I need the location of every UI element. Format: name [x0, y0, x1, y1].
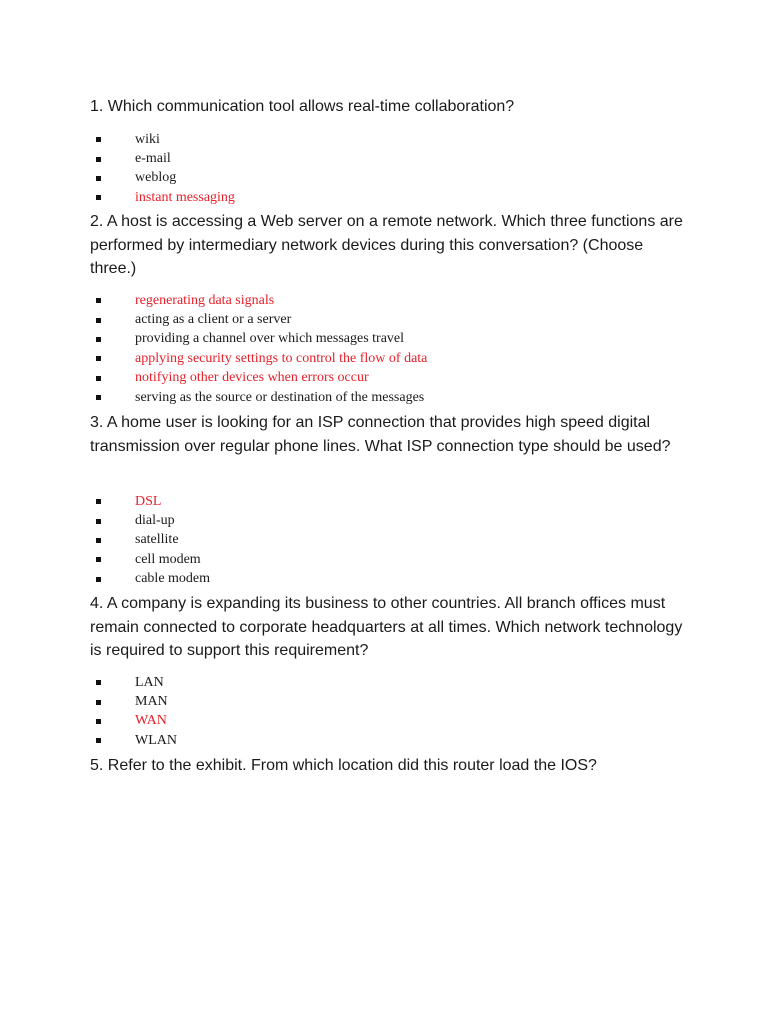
option — [96, 330, 427, 349]
option — [96, 188, 235, 207]
option — [96, 149, 235, 168]
bullet-icon — [96, 680, 101, 685]
option — [96, 673, 177, 692]
option-text: satellite — [135, 532, 179, 548]
option — [96, 369, 427, 388]
bullet-icon — [96, 577, 101, 582]
option-text: dial-up — [135, 513, 175, 529]
bullet-icon — [96, 700, 101, 705]
question-1-options — [96, 130, 235, 208]
question-3-options — [96, 492, 210, 589]
option-text: WLAN — [135, 732, 177, 748]
option-text: notifying other devices when errors occur — [135, 370, 369, 386]
option-text: MAN — [135, 694, 168, 710]
bullet-icon — [96, 538, 101, 543]
bullet-icon — [96, 356, 101, 361]
option-text: wiki — [135, 131, 160, 147]
question-4-options — [96, 673, 177, 751]
question-5: 5. Refer to the exhibit. From which location did this router load the IOS? — [90, 757, 597, 774]
option-text: instant messaging — [135, 189, 235, 205]
option-text: applying security settings to control the flow of data — [135, 350, 428, 366]
bullet-icon — [96, 738, 101, 743]
option — [96, 731, 177, 750]
option — [96, 169, 235, 188]
bullet-icon — [96, 137, 101, 142]
option — [96, 310, 427, 329]
option-text: providing a channel over which messages travel — [135, 331, 405, 347]
bullet-icon — [96, 318, 101, 323]
option-text: DSL — [135, 493, 162, 509]
bullet-icon — [96, 298, 101, 303]
question-1: 1. Which communication tool allows real-time collaboration? — [90, 98, 515, 115]
option-text: weblog — [135, 170, 177, 186]
option — [96, 130, 235, 149]
bullet-icon — [96, 499, 101, 504]
option — [96, 388, 427, 407]
option — [96, 570, 210, 589]
bullet-icon — [96, 337, 101, 342]
question-2-options — [96, 291, 427, 407]
bullet-icon — [96, 395, 101, 400]
option — [96, 511, 210, 530]
question-2: 2. A host is accessing a Web server on a remote network. Which three functions are performed by intermediary network devices during this conversation? (Choose three.) — [90, 213, 683, 277]
bullet-icon — [96, 519, 101, 524]
option — [96, 712, 177, 731]
bullet-icon — [96, 157, 101, 162]
option — [96, 492, 210, 511]
option-text: WAN — [135, 713, 167, 729]
bullet-icon — [96, 195, 101, 200]
option-text: e-mail — [135, 151, 171, 167]
option — [96, 692, 177, 711]
option-text: cell modem — [135, 551, 201, 567]
bullet-icon — [96, 719, 101, 724]
question-4: 4. A company is expanding its business to other countries. All branch offices must remain connected to corporate headquarters at all times. Which network technology is required to support this requirement? — [90, 595, 683, 659]
option-text: LAN — [135, 674, 164, 690]
option — [96, 349, 427, 368]
option-text: cable modem — [135, 571, 211, 587]
question-3: 3. A home user is looking for an ISP connection that provides high speed digital transmission over regular phone lines. What ISP connection type should be used? — [90, 414, 671, 455]
bullet-icon — [96, 176, 101, 181]
option — [96, 531, 210, 550]
option-text: regenerating data signals — [135, 292, 275, 308]
bullet-icon — [96, 557, 101, 562]
option — [96, 291, 427, 310]
option — [96, 550, 210, 569]
option-text: acting as a client or a server — [135, 312, 292, 328]
option-text: serving as the source or destination of the messages — [135, 389, 425, 405]
bullet-icon — [96, 376, 101, 381]
